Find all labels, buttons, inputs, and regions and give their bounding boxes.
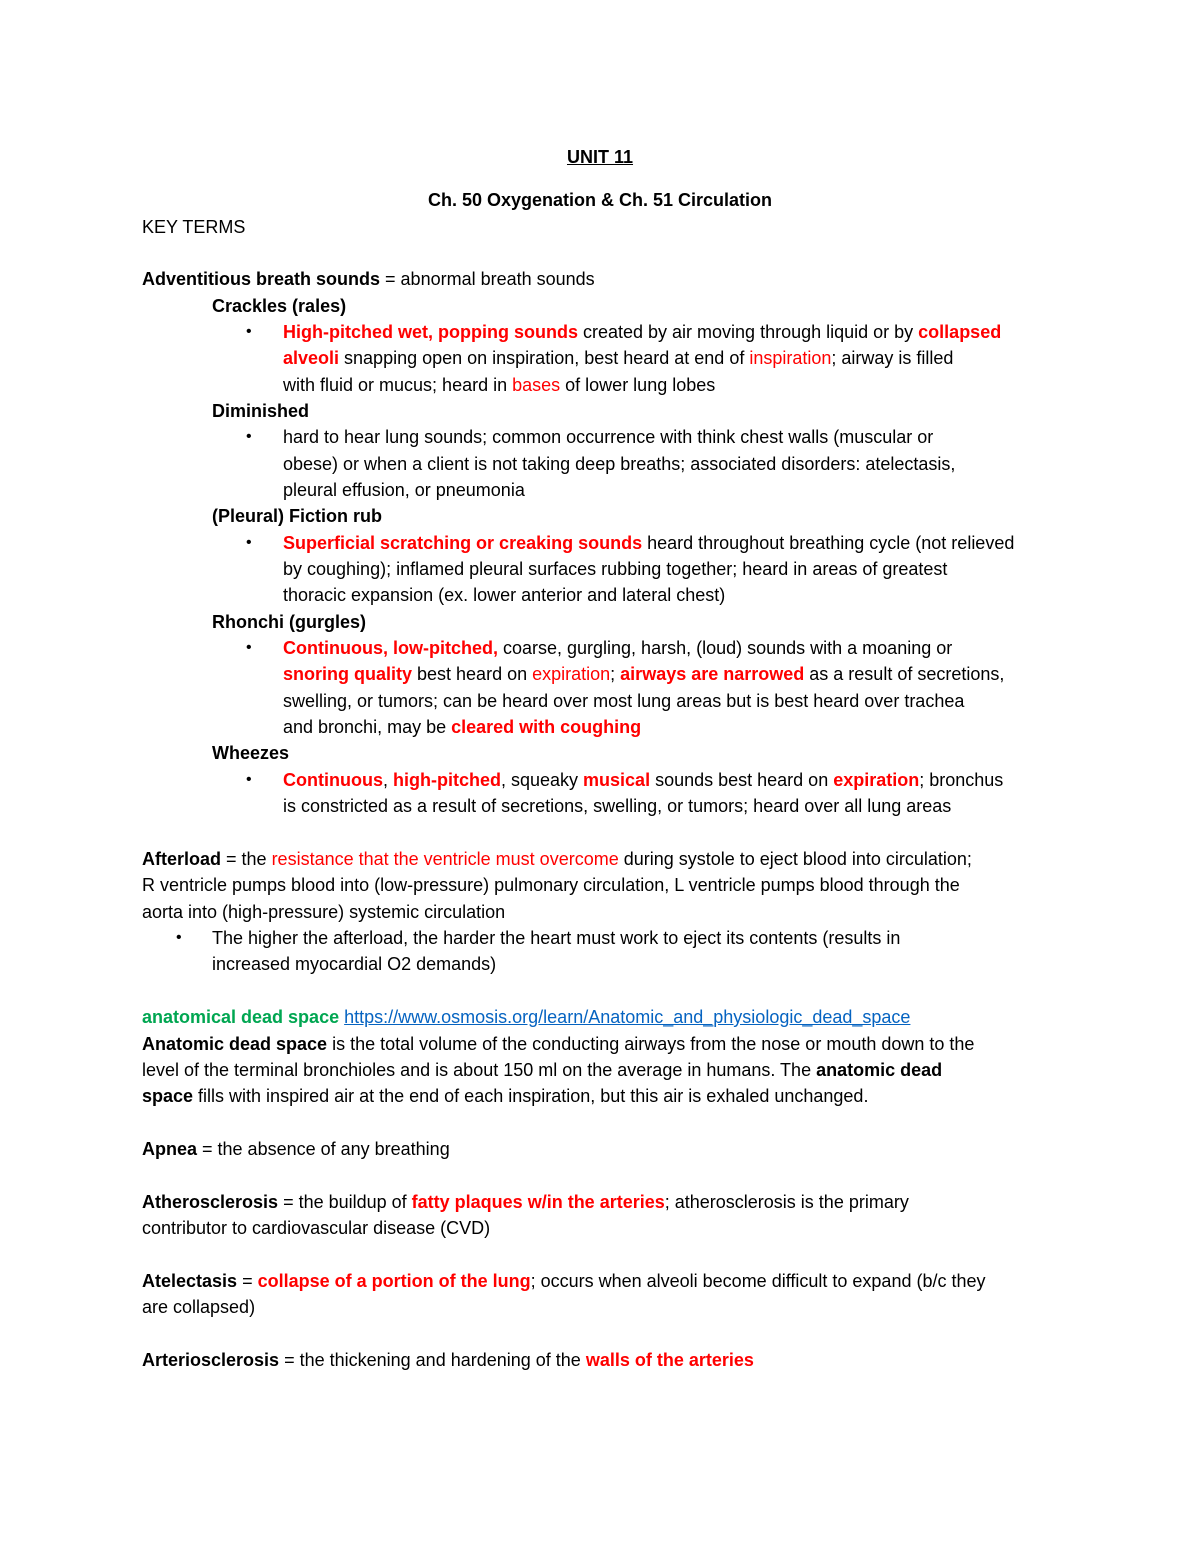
afterload-bullet-line-1: The higher the afterload, the harder the heart must work to eject its contents (results in	[212, 928, 901, 948]
bullet-icon: •	[246, 639, 252, 656]
dead-space-line-2: Anatomic dead space is the total volume of the conducting airways from the nose or mouth down to the	[142, 1034, 975, 1054]
dead-space-line-3: level of the terminal bronchioles and is about 150 ml on the average in humans. The anatomic dead	[142, 1060, 943, 1080]
atelectasis-line-1: Atelectasis = collapse of a portion of the lung; occurs when alveoli become difficult to expand (b/c they	[142, 1271, 986, 1291]
friction-line-2: by coughing); inflamed pleural surfaces rubbing together; heard in areas of greatest	[283, 559, 948, 579]
apnea-line: Apnea = the absence of any breathing	[142, 1139, 450, 1159]
crackles-heading: Crackles (rales)	[212, 296, 347, 316]
atherosclerosis-line-2: contributor to cardiovascular disease (CVD)	[142, 1218, 491, 1238]
bullet-icon: •	[246, 771, 252, 788]
bullet-icon: •	[246, 428, 252, 445]
afterload-bullet-line-2: increased myocardial O2 demands)	[212, 954, 497, 974]
dead-space-line-4: space fills with inspired air at the end of each inspiration, but this air is exhaled unchanged.	[142, 1086, 869, 1106]
afterload-line-1: Afterload = the resistance that the ventricle must overcome during systole to eject blood into circulation;	[142, 849, 972, 869]
friction-line-3: thoracic expansion (ex. lower anterior and lateral chest)	[283, 585, 726, 605]
dead-space-line-1	[142, 1004, 910, 1030]
crackles-line-1: High-pitched wet, popping sounds created by air moving through liquid or by collapsed	[283, 322, 1002, 342]
term-apnea: Apnea	[142, 1139, 198, 1159]
rhonchi-line-1: Continuous, low-pitched, coarse, gurgling, harsh, (loud) sounds with a moaning or	[283, 638, 953, 658]
rhonchi-heading: Rhonchi (gurgles)	[212, 612, 366, 632]
diminished-line-3: pleural effusion, or pneumonia	[283, 480, 525, 500]
arteriosclerosis-line-1: Arteriosclerosis = the thickening and hardening of the walls of the arteries	[142, 1350, 754, 1370]
term-adventitious: Adventitious breath sounds	[142, 269, 381, 289]
adventitious-line: Adventitious breath sounds = abnormal breath sounds	[142, 269, 595, 289]
chapter-title: Ch. 50 Oxygenation & Ch. 51 Circulation	[427, 190, 773, 210]
crackles-line-2: alveoli snapping open on inspiration, best heard at end of inspiration; airway is filled	[283, 348, 954, 368]
wheezes-line-1: Continuous, high-pitched, squeaky musical sounds best heard on expiration; bronchus	[283, 770, 1004, 790]
diminished-line-2: obese) or when a client is not taking deep breaths; associated disorders: atelectasis,	[283, 454, 956, 474]
crackles-line-3: with fluid or mucus; heard in bases of lower lung lobes	[283, 375, 716, 395]
rhonchi-line-3: swelling, or tumors; can be heard over most lung areas but is best heard over trachea	[283, 691, 965, 711]
friction-line-1: Superficial scratching or creaking sounds heard throughout breathing cycle (not relieved	[283, 533, 1015, 553]
afterload-line-2: R ventricle pumps blood into (low-pressure) pulmonary circulation, L ventricle pumps blood through the	[142, 875, 960, 895]
diminished-heading: Diminished	[212, 401, 310, 421]
unit-title: UNIT 11	[566, 147, 634, 167]
wheezes-heading: Wheezes	[212, 743, 290, 763]
atherosclerosis-line-1: Atherosclerosis = the buildup of fatty plaques w/in the arteries; atherosclerosis is the primary	[142, 1192, 909, 1212]
rhonchi-line-4: and bronchi, may be cleared with coughing	[283, 717, 642, 737]
friction-heading: (Pleural) Fiction rub	[212, 506, 383, 526]
atelectasis-line-2: are collapsed)	[142, 1297, 256, 1317]
bullet-icon: •	[176, 929, 182, 946]
diminished-line-1: hard to hear lung sounds; common occurrence with think chest walls (muscular or	[283, 427, 934, 447]
key-terms-heading: KEY TERMS	[142, 217, 246, 237]
afterload-line-3: aorta into (high-pressure) systemic circulation	[142, 902, 506, 922]
dead-space-label: anatomical dead space	[142, 1007, 340, 1027]
bullet-icon: •	[246, 323, 252, 340]
rhonchi-line-2: snoring quality best heard on expiration; airways are narrowed as a result of secretions,	[283, 664, 1005, 684]
osmosis-link[interactable]: https://www.osmosis.org/learn/Anatomic_and_physiologic_dead_space	[344, 1007, 911, 1027]
wheezes-line-2: is constricted as a result of secretions, swelling, or tumors; heard over all lung areas	[283, 796, 952, 816]
bullet-icon: •	[246, 534, 252, 551]
